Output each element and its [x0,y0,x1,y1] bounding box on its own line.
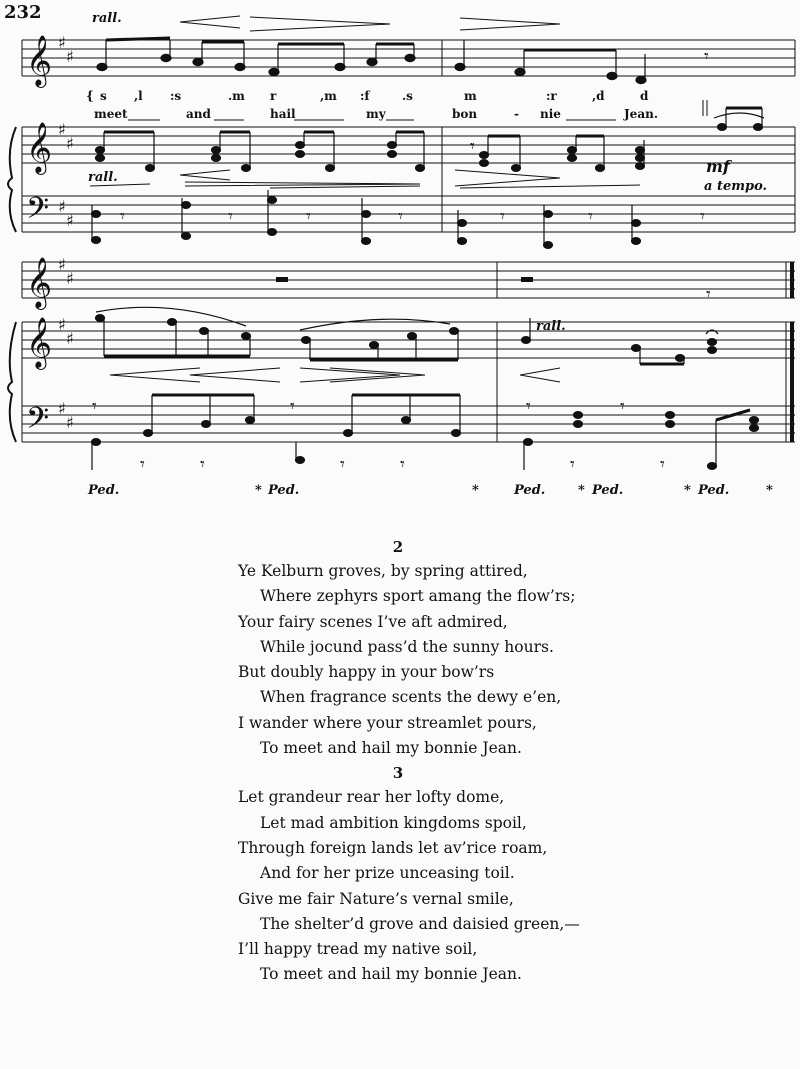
poem-line: When fragrance scents the dewy e’en, [260,688,562,707]
lyrics-line [94,107,658,121]
svg-text:𝄾: 𝄾 [120,206,125,227]
pedal-marks [87,483,773,498]
page-number: 232 [4,2,42,23]
svg-text:𝄾: 𝄾 [588,206,593,227]
svg-text:𝄾: 𝄾 [620,396,625,417]
poem-line: To meet and hail my bonnie Jean. [260,965,522,984]
svg-text:♯: ♯ [66,47,74,66]
system2-voice-staff [22,262,795,298]
svg-text:𝄾: 𝄾 [500,206,505,227]
svg-text:𝄾: 𝄾 [470,136,475,157]
poem-line: Ye Kelburn groves, by spring attired, [238,562,528,580]
system2-piano-treble-staff [22,322,795,358]
solfa-syllable: ,d [592,89,605,103]
piano-notes-system1 [90,108,764,248]
solfa-syllable: :f [360,89,370,103]
svg-text:♯: ♯ [66,413,74,432]
svg-text:𝄾: 𝄾 [200,454,205,475]
poem-line: And for her prize unceasing toil. [260,864,515,883]
lyric-syllable: and [186,107,211,121]
system2-piano-bass-staff [22,406,795,442]
svg-text:♯: ♯ [58,120,66,139]
lyric-syllable: - [514,107,519,121]
poem-line: Through foreign lands let av’rice roam, [238,838,548,857]
poem-line: To meet and hail my bonnie Jean. [260,739,522,758]
music-score [0,0,800,520]
solfa-syllable: m [464,89,477,103]
svg-text:𝄾: 𝄾 [706,284,711,305]
svg-text:𝄾: 𝄾 [228,206,233,227]
poem-line: Your fairy scenes I’ve aft admired, [238,612,508,631]
system2-rall-mark: rall. [536,319,566,334]
poem-line: While jocund pass’d the sunny hours. [260,637,554,656]
svg-text:♯: ♯ [58,315,66,334]
pedal-release: * [578,483,585,498]
svg-text:♯: ♯ [66,134,74,153]
solfa-syllable: :r [546,89,557,103]
poem-text [238,535,678,988]
svg-text:𝄞: 𝄞 [26,257,53,308]
solfa-syllable: .s [402,89,413,103]
svg-text:𝄾: 𝄾 [290,396,295,417]
poem-line: But doubly happy in your bow’rs [238,663,495,682]
voice-notes [97,38,646,84]
pedal-mark: Ped. [592,483,624,498]
lyric-syllable: hail [270,107,296,121]
piano-rall-mark: rall. [88,170,118,185]
poem-line: Give me fair Nature’s vernal smile, [238,889,514,908]
piano-bass-staff [22,196,795,232]
lyric-syllable: nie [540,107,561,121]
stanza-number: 3 [392,764,404,783]
pedal-mark: Ped. [88,483,120,498]
piano-notes-system2 [92,307,759,470]
solfa-line [86,89,649,103]
svg-text:♯: ♯ [66,269,74,288]
poem-line: Where zephyrs sport amang the flow’rs; [260,587,576,606]
stanza [238,535,678,761]
pedal-mark: Ped. [514,483,546,498]
svg-text:𝄢: 𝄢 [26,192,50,233]
solfa-syllable: d [640,89,649,103]
svg-text:𝄾: 𝄾 [340,454,345,475]
svg-text:𝄾: 𝄾 [92,396,97,417]
svg-text:{: { [86,89,94,103]
svg-text:𝄞: 𝄞 [26,317,53,368]
solfa-syllable: r [270,89,277,103]
svg-text:𝄾: 𝄾 [306,206,311,227]
pedal-mark: Ped. [268,483,300,498]
lyric-syllable: bon [452,107,478,121]
pedal-release: * [255,483,262,498]
svg-text:♯: ♯ [66,329,74,348]
svg-text:♯: ♯ [58,197,66,216]
voice-rall-mark: rall. [92,11,122,26]
stanza-number: 2 [392,538,404,556]
pedal-release: * [472,483,479,498]
poem-line: Let mad ambition kingdoms spoil, [260,813,527,832]
svg-text:𝄾: 𝄾 [660,454,665,475]
solfa-syllable: ,m [320,89,337,103]
solfa-syllable: s [100,89,107,103]
svg-text:𝄾: 𝄾 [700,206,705,227]
svg-text:𝄾: 𝄾 [570,454,575,475]
pedal-mark: Ped. [698,483,730,498]
lyric-syllable: Jean. [624,107,658,121]
poem-line: The shelter’d grove and daisied green,— [260,914,580,933]
svg-text:♯: ♯ [58,33,66,52]
svg-text:♯: ♯ [58,399,66,418]
svg-text:𝄾: 𝄾 [400,454,405,475]
svg-text:𝄢: 𝄢 [26,402,50,443]
svg-text:𝄾: 𝄾 [526,396,531,417]
poem-line: Let grandeur rear her lofty dome, [238,788,505,807]
svg-text:♯: ♯ [66,211,74,230]
poem-line: I’ll happy tread my native soil, [238,940,478,959]
solfa-syllable: ,l [134,89,143,103]
solfa-syllable: :s [170,89,182,103]
lyric-syllable: meet [94,107,128,121]
dynamic-mark: mf [706,157,730,176]
svg-text:𝄾: 𝄾 [704,46,709,67]
svg-text:𝄾: 𝄾 [398,206,403,227]
svg-text:♯: ♯ [58,255,66,274]
a-tempo-mark: a tempo. [704,179,768,194]
poem-line: I wander where your streamlet pours, [238,713,537,732]
pedal-release: * [766,483,773,498]
svg-text:𝄞: 𝄞 [26,122,53,173]
lyric-syllable: my [366,107,386,121]
svg-text:𝄾: 𝄾 [140,454,145,475]
stanza [238,761,678,987]
solfa-syllable: .m [228,89,245,103]
pedal-release: * [684,483,691,498]
svg-text:𝄞: 𝄞 [26,35,53,86]
